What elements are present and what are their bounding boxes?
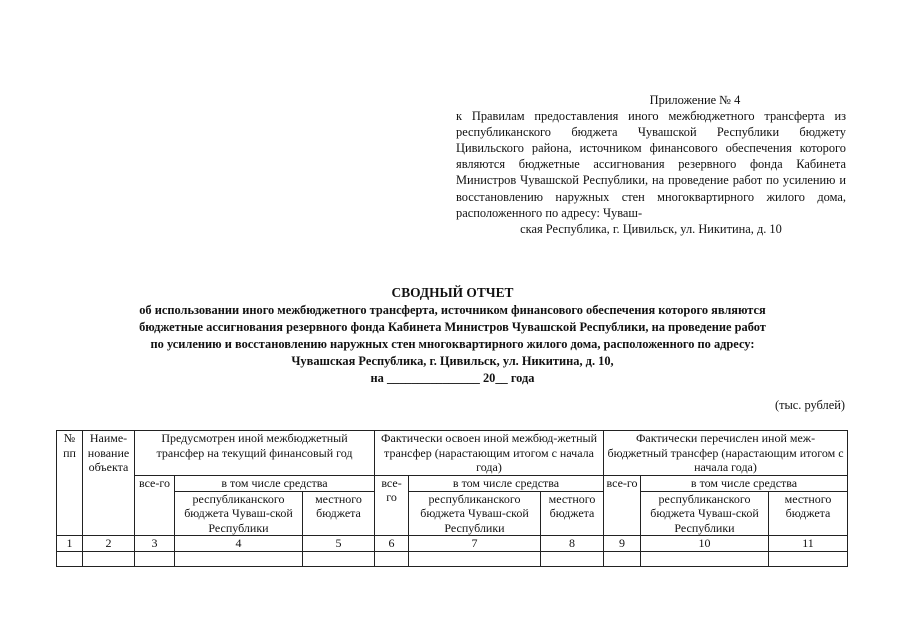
empty-cell bbox=[83, 552, 135, 567]
header-including-1: в том числе средства bbox=[175, 475, 375, 491]
report-title: СВОДНЫЙ ОТЧЕТ bbox=[391, 285, 514, 300]
header-local-1: местного бюджета bbox=[303, 491, 375, 536]
report-subtitle-line-3: по усилению и восстановлению наружных стен многоквартирного жилого дома, расположенного по адресу: bbox=[150, 337, 755, 351]
empty-cell bbox=[409, 552, 541, 567]
report-subtitle-line-4: Чувашская Республика, г. Цивильск, ул. Никитина, д. 10, bbox=[291, 354, 614, 368]
column-number: 3 bbox=[135, 536, 175, 552]
header-total-1: все-го bbox=[135, 475, 175, 536]
report-table bbox=[56, 430, 848, 567]
appendix-text: к Правилам предоставления иного межбюджетного трансферта из республиканского бюджета Чувашской Республики бюджету Цивильского района, источником финансового обеспечения которого являются бюджетные ассигнования резервного фонда Кабинета Министров Чувашской Республики, на проведение работ по усилению и восстановлению наружных стен многоквартирного жилого дома, расположенного по адресу: Чуваш- bbox=[456, 109, 846, 220]
empty-cell bbox=[541, 552, 604, 567]
header-local-2: местного бюджета bbox=[541, 491, 604, 536]
header-republican-1: республиканского бюджета Чуваш-ской Республики bbox=[175, 491, 303, 536]
report-subtitle-line-2: бюджетные ассигнования резервного фонда Кабинета Министров Чувашской Республики, на проведение работ bbox=[139, 320, 766, 334]
header-including-3: в том числе средства bbox=[641, 475, 848, 491]
column-number: 8 bbox=[541, 536, 604, 552]
header-total-2: все-го bbox=[375, 475, 409, 536]
header-group-used: Фактически освоен иной межбюд-жетный трансфер (нарастающим итогом с начала года) bbox=[375, 431, 604, 476]
report-subtitle-line-1: об использовании иного межбюджетного трансферта, источником финансового обеспечения которого являются bbox=[139, 303, 766, 317]
column-number: 5 bbox=[303, 536, 375, 552]
header-num: № пп bbox=[57, 431, 83, 536]
empty-cell bbox=[57, 552, 83, 567]
appendix-last-line: ская Республика, г. Цивильск, ул. Никитина, д. 10 bbox=[520, 221, 782, 236]
empty-cell bbox=[175, 552, 303, 567]
report-heading bbox=[50, 284, 855, 387]
units-label: (тыс. рублей) bbox=[774, 398, 845, 412]
column-number: 4 bbox=[175, 536, 303, 552]
empty-cell bbox=[641, 552, 769, 567]
column-number: 2 bbox=[83, 536, 135, 552]
header-republican-2: республиканского бюджета Чуваш-ской Республики bbox=[409, 491, 541, 536]
empty-cell bbox=[769, 552, 848, 567]
table-header-row-2 bbox=[57, 475, 848, 491]
appendix-block bbox=[456, 92, 846, 237]
empty-cell bbox=[604, 552, 641, 567]
table-header-row-1 bbox=[57, 431, 848, 476]
header-local-3: местного бюджета bbox=[769, 491, 848, 536]
column-number: 6 bbox=[375, 536, 409, 552]
table-row-empty bbox=[57, 552, 848, 567]
header-republican-3: республиканского бюджета Чуваш-ской Республики bbox=[641, 491, 769, 536]
appendix-title: Приложение № 4 bbox=[649, 93, 741, 107]
column-number: 11 bbox=[769, 536, 848, 552]
header-group-transferred: Фактически перечислен иной меж-бюджетный трансфер (нарастающим итогом с начала года) bbox=[604, 431, 848, 476]
column-number: 10 bbox=[641, 536, 769, 552]
report-date-line: на _______________ 20__ года bbox=[370, 371, 535, 385]
column-number: 9 bbox=[604, 536, 641, 552]
header-including-2: в том числе средства bbox=[409, 475, 604, 491]
header-object-name: Наиме-нование объекта bbox=[83, 431, 135, 536]
header-group-planned: Предусмотрен иной межбюджетный трансфер на текущий финансовый год bbox=[135, 431, 375, 476]
column-number: 1 bbox=[57, 536, 83, 552]
column-number: 7 bbox=[409, 536, 541, 552]
table-header-row-3 bbox=[57, 491, 848, 536]
empty-cell bbox=[375, 552, 409, 567]
header-total-3: все-го bbox=[604, 475, 641, 536]
column-number-row bbox=[57, 536, 848, 552]
empty-cell bbox=[135, 552, 175, 567]
empty-cell bbox=[303, 552, 375, 567]
